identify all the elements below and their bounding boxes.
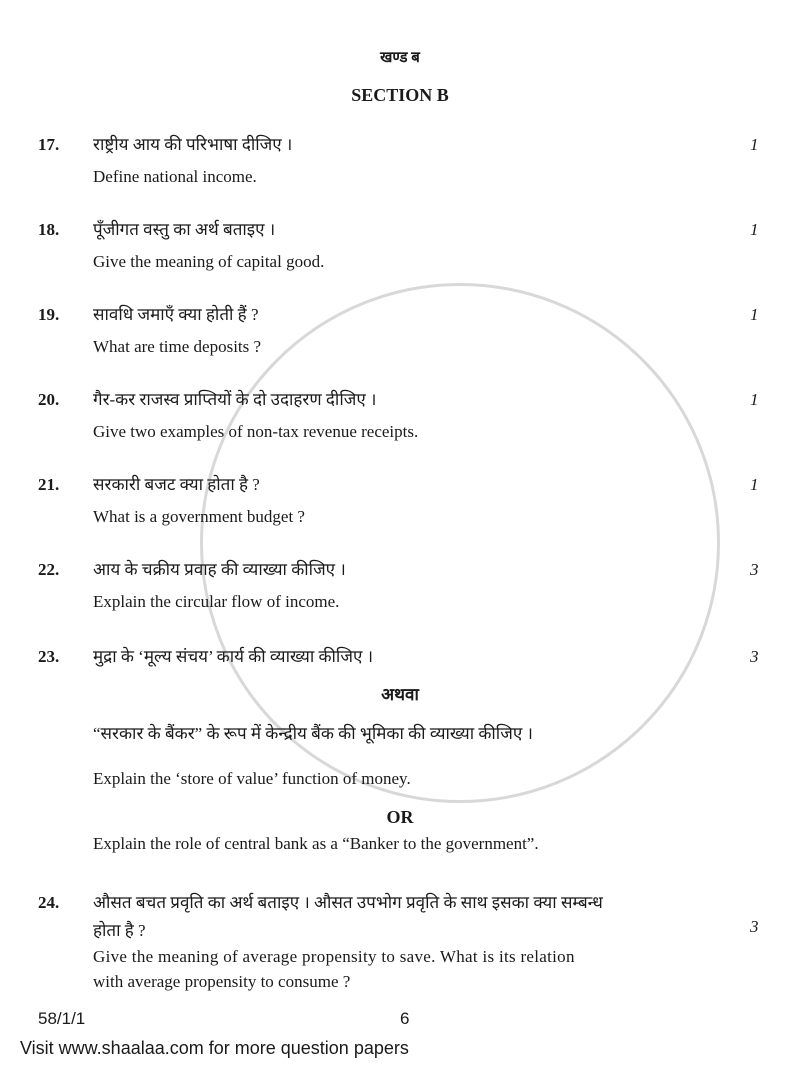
question-number: 24. <box>38 893 60 912</box>
question-text-hindi: आय के चक्रीय प्रवाह की व्याख्या कीजिए । <box>93 560 346 579</box>
question-marks: 3 <box>750 647 759 666</box>
question-text-english: Give the meaning of capital good. <box>93 252 325 271</box>
question-text-hindi-cont: होता है ? <box>93 921 146 940</box>
paper-code: 58/1/1 <box>38 1009 86 1028</box>
question-text-hindi: मुद्रा के ‘मूल्य संचय’ कार्य की व्याख्या कीजिए । <box>93 647 374 666</box>
section-title: SECTION B <box>351 85 449 105</box>
or-label-hindi: अथवा <box>381 685 419 704</box>
question-number: 21. <box>38 475 60 494</box>
question-text-english: Explain the circular flow of income. <box>93 592 340 611</box>
question-text-english: Define national income. <box>93 167 257 186</box>
question-text-hindi: सरकारी बजट क्या होता है ? <box>93 475 260 494</box>
question-text-hindi: सावधि जमाएँ क्या होती हैं ? <box>93 305 259 324</box>
question-number: 20. <box>38 390 60 409</box>
question-marks: 3 <box>750 560 759 579</box>
question-number: 17. <box>38 135 60 154</box>
question-text-english-cont: with average propensity to consume ? <box>93 972 351 991</box>
question-text-english: What are time deposits ? <box>93 337 262 356</box>
question-text-hindi: राष्ट्रीय आय की परिभाषा दीजिए । <box>93 135 293 154</box>
question-number: 19. <box>38 305 60 324</box>
visit-link[interactable]: Visit www.shaalaa.com for more question papers <box>20 1038 409 1058</box>
question-marks: 1 <box>750 390 759 409</box>
question-number: 23. <box>38 647 60 666</box>
question-number: 22. <box>38 560 60 579</box>
question-text-hindi: औसत बचत प्रवृति का अर्थ बताइए । औसत उपभोग प्रवृति के साथ इसका क्या सम्बन्ध <box>93 893 603 912</box>
question-text-english: What is a government budget ? <box>93 507 305 526</box>
question-marks: 1 <box>750 475 759 494</box>
question-text-english: Give the meaning of average propensity to save. What is its relation <box>93 947 575 966</box>
question-marks: 3 <box>750 917 759 936</box>
question-text-hindi-alt: “सरकार के बैंकर” के रूप में केन्द्रीय बैंक की भूमिका की व्याख्या कीजिए । <box>93 724 533 743</box>
question-text-hindi: गैर-कर राजस्व प्राप्तियों के दो उदाहरण दीजिए । <box>93 390 377 409</box>
section-title-hindi: खण्ड ब <box>380 50 420 66</box>
question-marks: 1 <box>750 135 759 154</box>
question-marks: 1 <box>750 305 759 324</box>
question-text-hindi: पूँजीगत वस्तु का अर्थ बताइए । <box>93 220 276 239</box>
question-text-english-alt: Explain the role of central bank as a “Banker to the government”. <box>93 834 539 853</box>
question-marks: 1 <box>750 220 759 239</box>
question-text-english: Explain the ‘store of value’ function of money. <box>93 769 411 788</box>
question-text-english: Give two examples of non-tax revenue receipts. <box>93 422 419 441</box>
question-number: 18. <box>38 220 60 239</box>
or-label: OR <box>386 807 414 827</box>
page-number: 6 <box>400 1009 410 1028</box>
